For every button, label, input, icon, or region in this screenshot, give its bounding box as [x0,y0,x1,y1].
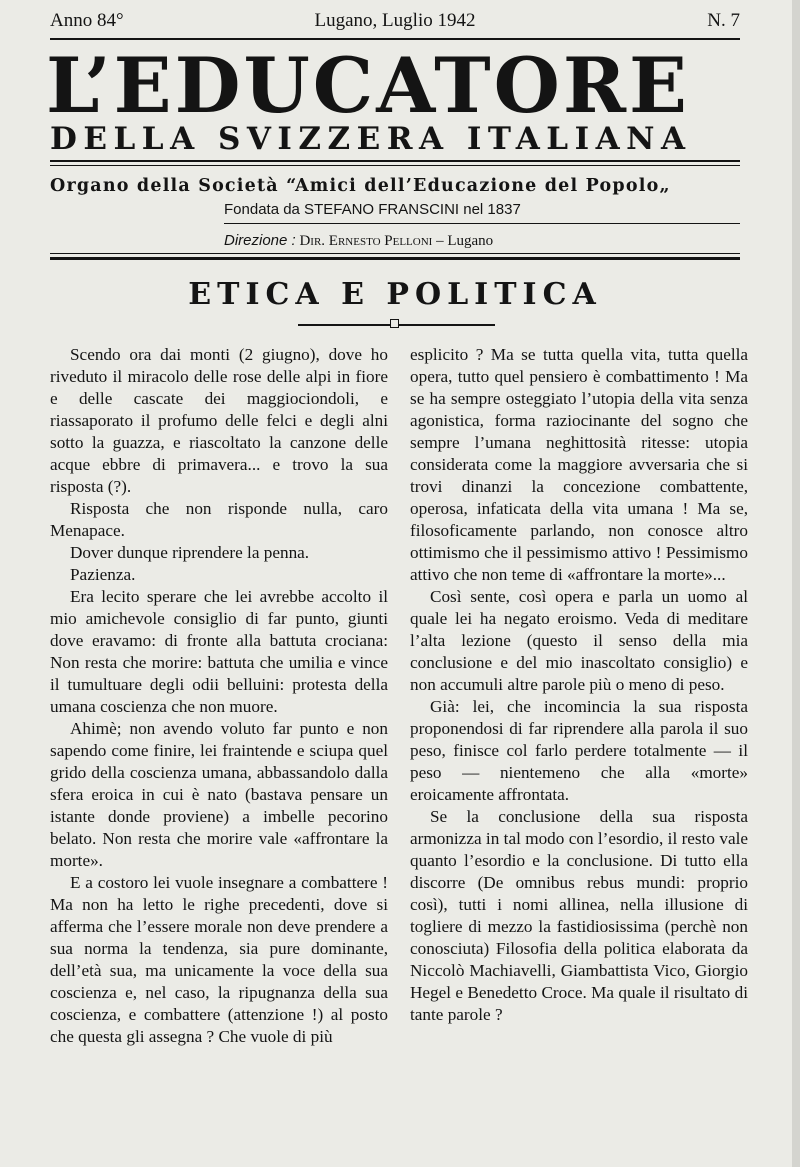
masthead-subtitle: DELLA SVIZZERA ITALIANA [50,121,692,157]
article-paragraph: Se la conclusione della sua risposta armonizza in tal modo con l’esordio, il resto vale quanto l’esordio e la conclusione. Di tutto ella discorre (De omnibus rebus mundi: proprio così), tutti i nomi allinea, nella illusione di togliere di mezzo la fastidiosissima (perchè non conosciuta) Filosofia della politica elaborata da Niccolò Machiavelli, Giambattista Vico, Giorgio Hegel e Benedetto Croce. Ma quale il risultato di tante parole ? [410,807,748,1024]
page-edge-shadow [792,0,800,1167]
article-paragraph: Dover dunque riprendere la penna. [70,543,310,562]
masthead-title: L’EDUCATORE [46,41,690,130]
ornament-line-left [298,324,390,326]
article-column-left [50,344,388,1048]
article-paragraph: Pazienza. [70,565,136,584]
direction-name: Dir. Ernesto Pelloni [299,233,433,249]
article-paragraph: esplicito ? Ma se tutta quella vita, tutta quella opera, tutto quel pensiero è combattimento ! Ma se ha sempre osteggiato l’utopia della vita senza agonistica, forma raziocinante del sogno che sempre l’umana neghittosità ritesse: utopia considerata come la maggiore avversaria che si trovi dinanzi la concezione combattente, operosa, infaticata della vita umana ! Ma se, filosoficamente parlando, non conosce altro ottimismo che il pessimismo attivo ! Pessimismo attivo che non teme di «affrontare la morte»... [410,345,748,584]
direction-line [224,230,744,252]
article-title: ETICA E POLITICA [188,277,602,312]
header-rule [50,38,740,40]
direction-rule [224,223,740,224]
issue-place-date: Lugano, Luglio 1942 [314,10,476,31]
masthead-rule-top [50,160,740,162]
title-rule-top [50,253,740,254]
direction-place: Lugano [447,233,494,249]
title-rule-bottom [50,257,740,260]
issue-number: N. 7 [707,10,740,31]
article-paragraph: Ahimè; non avendo voluto far punto e non sapendo come finire, lei fraintende e sciupa quel grido della coscienza umana, abbassandolo dalla sfera eroica in cui è nato (bastava pensare un istante donde proviene) a imbelle pecorino belato. Non resta che morire vale «affrontare la morte». [50,719,388,870]
article-paragraph: Risposta che non risponde nulla, caro Menapace. [50,499,388,540]
founded-line: Fondata da STEFANO FRANSCINI nel 1837 [224,201,521,218]
article-paragraph: E a costoro lei vuole insegnare a combattere ! Ma non ha letto le righe precedenti, dove si afferma che l’essere morale non deve prendere a sua norma la tendenza, sia pure dominante, dell’età sua, ma unicamente la voce della sua coscienza e, nel caso, la ripugnanza della sua coscienza, e combattere (attenzione !) al posto che questa gli assegna ? Che vuole di più [50,873,388,1046]
article-paragraph: Era lecito sperare che lei avrebbe accolto il mio amichevole consiglio di far punto, giunti dove eravamo: di fronte alla battuta crociana: Non resta che morire: battuta che umilia e vince il tumultuare degli odii belluini: protesta della umana coscienza che non muore. [50,587,388,716]
article-paragraph: Già: lei, che incomincia la sua risposta proponendosi di far riprendere alla parola il suo peso, finisce col farlo perdere totalmente — il peso — nientemeno che alla «morte» eroicamente affrontata. [410,697,748,804]
direction-label: Direzione : [224,232,296,249]
issue-year: Anno 84° [50,10,124,31]
issue-header [50,8,740,34]
article-paragraph: Scendo ora dai monti (2 giugno), dove ho riveduto il miracolo delle rose delle alpi in fiore e delle cascate dei maggiociondoli, e riassaporato il profumo delle felci e degli alni sotto la guazza, e riascoltato la canzone delle acque ebbre di primavera... e trovo la sua risposta (?). [50,345,388,496]
ornament-line-right [399,324,495,326]
organ-line: Organo della Società “Amici dell’Educazione del Popolo„ [50,176,671,196]
article-paragraph: Così sente, così opera e parla un uomo al quale lei ha negato eroismo. Veda di meditare l’alta lezione (questo il senso della mia conclusione e del mio inascoltato consiglio) e non accumuli altre parole più o meno di peso. [410,587,748,694]
article-column-right [410,344,748,1026]
direction-separator: – [432,233,448,249]
masthead-rule-bottom [50,165,740,166]
ornament-diamond-icon [390,319,399,328]
